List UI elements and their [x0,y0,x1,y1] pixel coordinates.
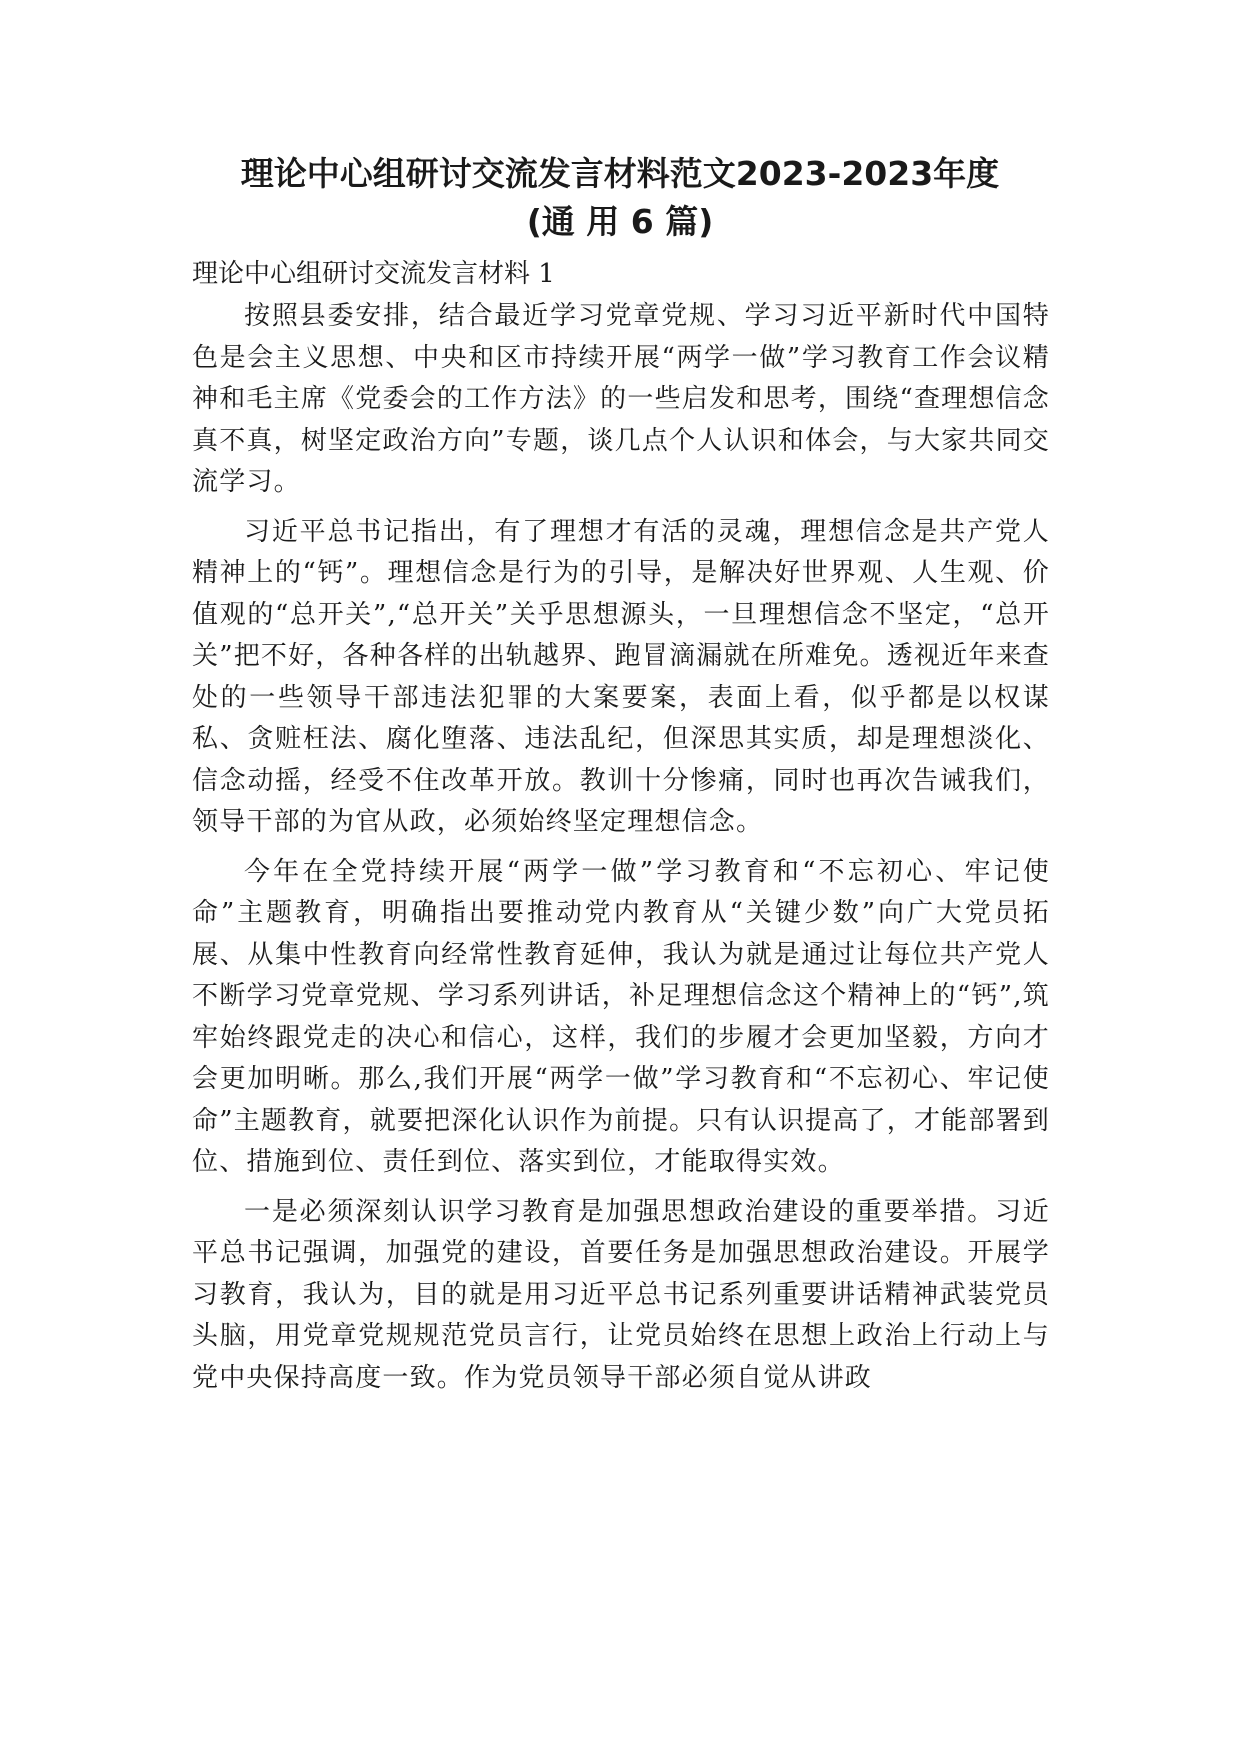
paragraph-4: 一是必须深刻认识学习教育是加强思想政治建设的重要举措。习近平总书记强调，加强党的建设，首要任务是加强思想政治建设。开展学习教育，我认为，目的就是用习近平总书记系列重要讲话精神武装党员头脑，用党章党规规范党员言行，让党员始终在思想上政治上行动上与党中央保持高度一致。作为党员领导干部必须自觉从讲政 [192,1196,1050,1393]
title-line-1: 理论中心组研讨交流发言材料范文2023-2023年度 [240,154,1000,193]
paragraph-1: 按照县委安排，结合最近学习党章党规、学习习近平新时代中国特色是会主义思想、中央和区市持续开展“两学一做”学习教育工作会议精神和毛主席《党委会的工作方法》的一些启发和思考，围绕“查理想信念真不真，树坚定政治方向”专题，谈几点个人认识和体会，与大家共同交流学习。 [192,301,1050,497]
paragraph-2: 习近平总书记指出，有了理想才有活的灵魂，理想信念是共产党人精神上的“钙”。理想信念是行为的引导，是解决好世界观、人生观、价值观的“总开关”,“总开关”关乎思想源头，一旦理想信念不坚定，“总开关”把不好，各种各样的出轨越界、跑冒滴漏就在所难免。透视近年来查处的一些领导干部违法犯罪的大案要案，表面上看，似乎都是以权谋私、贪赃枉法、腐化堕落、违法乱纪，但深思其实质，却是理想淡化、信念动摇，经受不住改革开放。教训十分惨痛，同时也再次告诫我们，领导干部的为官从政，必须始终坚定理想信念。 [192,516,1050,837]
document-title [190,150,1050,246]
paragraph-3: 今年在全党持续开展“两学一做”学习教育和“不忘初心、牢记使命”主题教育，明确指出要推动党内教育从“关键少数”向广大党员拓展、从集中性教育向经常性教育延伸，我认为就是通过让每位共产党人不断学习党章党规、学习系列讲话，补足理想信念这个精神上的“钙”,筑牢始终跟党走的决心和信心，这样，我们的步履才会更加坚毅，方向才会更加明晰。那么,我们开展“两学一做”学习教育和“不忘初心、牢记使命”主题教育，就要把深化认识作为前提。只有认识提高了，才能部署到位、措施到位、责任到位、落实到位，才能取得实效。 [192,856,1050,1177]
document-body [192,252,1050,1399]
title-line-2: (通 用 6 篇) [526,202,714,241]
section-heading: 理论中心组研讨交流发言材料 1 [192,259,555,289]
